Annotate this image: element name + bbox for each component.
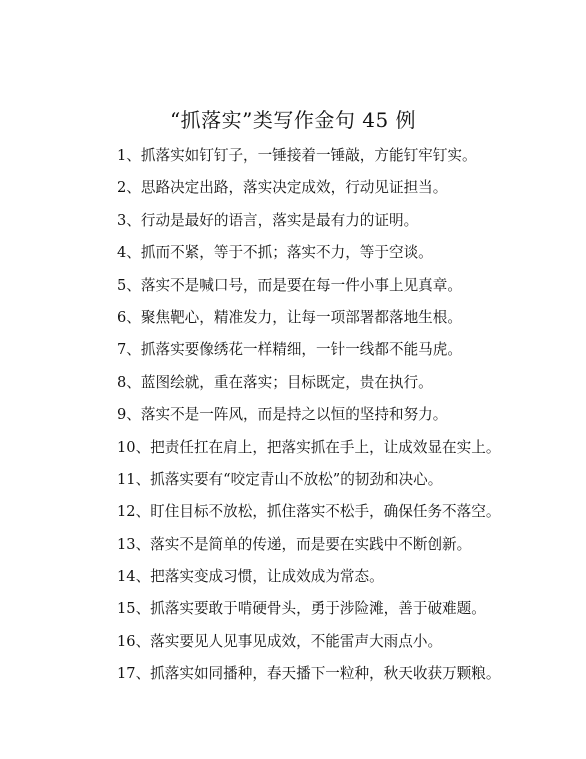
list-item: 1、抓落实如钉钉子，一锤接着一锤敲，方能钉牢钉实。 [117, 147, 477, 164]
list-item: 6、聚焦靶心，精准发力，让每一项部署都落地生根。 [117, 308, 462, 326]
list-item: 11、抓落实要有“咬定青山不放松”的韧劲和决心。 [117, 470, 443, 488]
list-item: 15、抓落实要敢于啃硬骨头，勇于涉险滩，善于破难题。 [117, 600, 486, 618]
list-item: 5、落实不是喊口号，而是要在每一件小事上见真章。 [117, 276, 462, 294]
list-item: 14、把落实变成习惯，让成效成为常态。 [117, 568, 384, 586]
list-item: 13、落实不是简单的传递，而是要在实践中不断创新。 [117, 535, 472, 553]
page-title: “抓落实”类写作金句 45 例 [169, 108, 417, 132]
list-item: 17、抓落实如同播种，春天播下一粒种，秋天收获万颗粮。 [117, 665, 501, 683]
list-item: 2、思路决定出路，落实决定成效，行动见证担当。 [117, 179, 448, 197]
list-item: 10、把责任扛在肩上，把落实抓在手上，让成效显在实上。 [117, 438, 501, 456]
list-item: 4、抓而不紧，等于不抓；落实不力，等于空谈。 [117, 244, 433, 262]
list-item: 16、落实要见人见事见成效，不能雷声大雨点小。 [117, 632, 443, 650]
list-item: 7、抓落实要像绣花一样精细，一针一线都不能马虎。 [117, 341, 462, 359]
list-item: 3、行动是最好的语言，落实是最有力的证明。 [117, 211, 419, 229]
list-item: 12、盯住目标不放松，抓住落实不松手，确保任务不落空。 [117, 503, 501, 521]
list-item: 9、落实不是一阵风，而是持之以恒的坚持和努力。 [117, 406, 448, 424]
sentence-list [117, 140, 574, 691]
list-item: 8、蓝图绘就，重在落实；目标既定，贵在执行。 [117, 373, 433, 391]
